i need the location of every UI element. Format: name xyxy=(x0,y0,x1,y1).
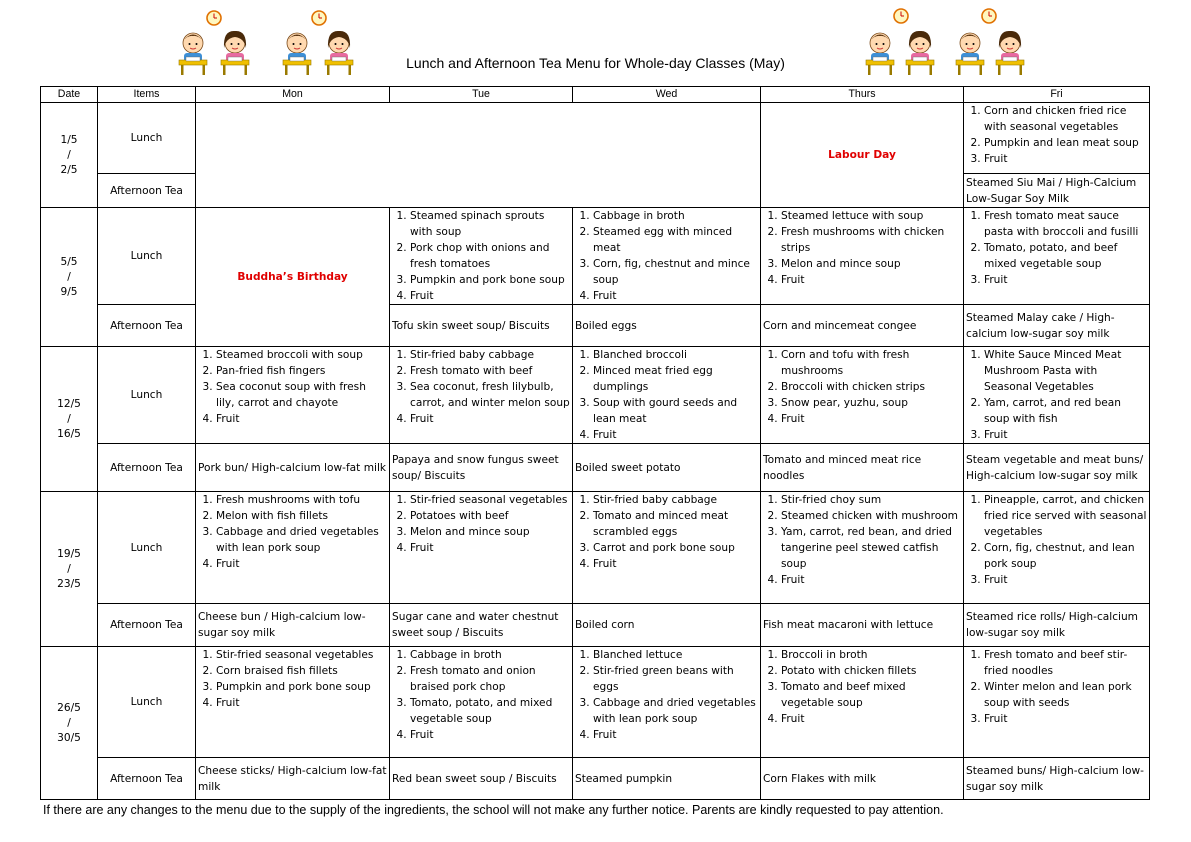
list-item: 2. Pork chop with onions and fresh tomatoes xyxy=(410,240,570,272)
menu-cell xyxy=(573,347,761,444)
tea-cell: Steamed pumpkin xyxy=(573,758,761,800)
menu-cell xyxy=(573,208,761,305)
list-item: 2. Steamed egg with minced meat xyxy=(593,224,758,256)
list-item: 3. Fruit xyxy=(984,272,1147,288)
list-item: 3. Corn, fig, chestnut and mince soup xyxy=(593,256,758,288)
list-item: 1. Steamed spinach sprouts with soup xyxy=(410,208,570,240)
list-item: 1. Blanched broccoli xyxy=(593,347,758,363)
list-item: 1. White Sauce Minced Meat Mushroom Pasta with Seasonal Vegetables xyxy=(984,347,1147,395)
list-item: 4. Fruit xyxy=(593,556,758,572)
lunch-list xyxy=(198,647,387,711)
list-item: 4. Fruit xyxy=(781,411,961,427)
menu-cell xyxy=(390,492,573,604)
list-item: 4. Fruit xyxy=(593,727,758,743)
table-row xyxy=(41,444,1150,492)
list-item: 2. Pan-fried fish fingers xyxy=(216,363,387,379)
date-cell: 26/5 / 30/5 xyxy=(41,647,98,800)
lunch-list xyxy=(198,492,387,572)
list-item: 2. Minced meat fried egg dumplings xyxy=(593,363,758,395)
table-row xyxy=(41,604,1150,647)
tea-cell: Cheese bun / High-calcium low-sugar soy milk xyxy=(196,604,390,647)
lunch-list xyxy=(392,208,570,304)
list-item: 2. Tomato, potato, and beef mixed vegetable soup xyxy=(984,240,1147,272)
table-row xyxy=(41,492,1150,604)
header-thu: Thurs xyxy=(761,87,964,103)
footnote: If there are any changes to the menu due to the supply of the ingredients, the school will not make any further notice. Parents are kindly requested to pay attention. xyxy=(43,803,944,817)
list-item: 3. Melon and mince soup xyxy=(410,524,570,540)
list-item: 1. Cabbage in broth xyxy=(410,647,570,663)
list-item: 3. Fruit xyxy=(984,572,1147,588)
tea-cell: Boiled corn xyxy=(573,604,761,647)
lunch-list xyxy=(392,492,570,556)
list-item: 1. Stir-fried seasonal vegetables xyxy=(410,492,570,508)
list-item: 3. Pumpkin and pork bone soup xyxy=(216,679,387,695)
list-item: 4. Fruit xyxy=(781,272,961,288)
list-item: 4. Fruit xyxy=(410,727,570,743)
lunch-list xyxy=(966,208,1147,288)
list-item: 1. Stir-fried baby cabbage xyxy=(593,492,758,508)
list-item: 1. Stir-fried baby cabbage xyxy=(410,347,570,363)
menu-cell xyxy=(964,647,1150,758)
menu-table xyxy=(40,86,1150,800)
list-item: 2. Broccoli with chicken strips xyxy=(781,379,961,395)
list-item: 3. Melon and mince soup xyxy=(781,256,961,272)
lunch-list xyxy=(966,103,1147,167)
list-item: 1. Blanched lettuce xyxy=(593,647,758,663)
menu-cell xyxy=(390,208,573,305)
list-item: 1. Stir-fried seasonal vegetables xyxy=(216,647,387,663)
list-item: 1. Broccoli in broth xyxy=(781,647,961,663)
list-item: 4. Fruit xyxy=(410,411,570,427)
header-wed: Wed xyxy=(573,87,761,103)
list-item: 1. Steamed lettuce with soup xyxy=(781,208,961,224)
holiday-labour-day: Labour Day xyxy=(761,103,964,208)
list-item: 2. Melon with fish fillets xyxy=(216,508,387,524)
list-item: 1. Stir-fried choy sum xyxy=(781,492,961,508)
table-row xyxy=(41,208,1150,305)
item-label-tea: Afternoon Tea xyxy=(98,444,196,492)
list-item: 4. Fruit xyxy=(593,288,758,304)
item-label-lunch: Lunch xyxy=(98,647,196,758)
lunch-list xyxy=(763,647,961,727)
date-cell: 12/5 / 16/5 xyxy=(41,347,98,492)
list-item: 4. Fruit xyxy=(781,711,961,727)
lunch-list xyxy=(575,347,758,443)
lunch-list xyxy=(575,647,758,743)
menu-cell xyxy=(761,208,964,305)
header-fri: Fri xyxy=(964,87,1150,103)
list-item: 4. Fruit xyxy=(410,540,570,556)
list-item: 3. Tomato, potato, and mixed vegetable soup xyxy=(410,695,570,727)
lunch-list xyxy=(966,347,1147,443)
tea-cell: Red bean sweet soup / Biscuits xyxy=(390,758,573,800)
header-mon: Mon xyxy=(196,87,390,103)
table-row xyxy=(41,347,1150,444)
tea-cell: Boiled sweet potato xyxy=(573,444,761,492)
list-item: 3. Sea coconut, fresh lilybulb, carrot, and winter melon soup xyxy=(410,379,570,411)
list-item: 3. Cabbage and dried vegetables with lean pork soup xyxy=(593,695,758,727)
list-item: 3. Fruit xyxy=(984,711,1147,727)
list-item: 2. Pumpkin and lean meat soup xyxy=(984,135,1147,151)
menu-cell xyxy=(964,492,1150,604)
table-row xyxy=(41,758,1150,800)
menu-cell xyxy=(761,492,964,604)
list-item: 1. Fresh tomato and beef stir-fried noodles xyxy=(984,647,1147,679)
holiday-buddhas-birthday: Buddha’s Birthday xyxy=(196,208,390,347)
list-item: 2. Fresh mushrooms with chicken strips xyxy=(781,224,961,256)
list-item: 2. Corn, fig, chestnut, and lean pork soup xyxy=(984,540,1147,572)
lunch-list xyxy=(966,647,1147,727)
item-label-lunch: Lunch xyxy=(98,208,196,305)
list-item: 1. Corn and chicken fried rice with seasonal vegetables xyxy=(984,103,1147,135)
table-row xyxy=(41,647,1150,758)
list-item: 4. Fruit xyxy=(593,427,758,443)
item-label-tea: Afternoon Tea xyxy=(98,305,196,347)
tea-cell: Boiled eggs xyxy=(573,305,761,347)
menu-cell xyxy=(964,103,1150,174)
list-item: 2. Potato with chicken fillets xyxy=(781,663,961,679)
menu-cell xyxy=(964,208,1150,305)
list-item: 1. Fresh mushrooms with tofu xyxy=(216,492,387,508)
menu-cell xyxy=(573,647,761,758)
tea-cell: Steamed rice rolls/ High-calcium low-sugar soy milk xyxy=(964,604,1150,647)
page-title: Lunch and Afternoon Tea Menu for Whole-day Classes (May) xyxy=(406,55,785,71)
list-item: 1. Pineapple, carrot, and chicken fried rice served with seasonal vegetables xyxy=(984,492,1147,540)
date-cell: 19/5 / 23/5 xyxy=(41,492,98,647)
tea-cell: Sugar cane and water chestnut sweet soup / Biscuits xyxy=(390,604,573,647)
lunch-list xyxy=(198,347,387,427)
list-item: 2. Fresh tomato with beef xyxy=(410,363,570,379)
list-item: 1. Fresh tomato meat sauce pasta with broccoli and fusilli xyxy=(984,208,1147,240)
list-item: 3. Pumpkin and pork bone soup xyxy=(410,272,570,288)
date-cell: 5/5 / 9/5 xyxy=(41,208,98,347)
list-item: 4. Fruit xyxy=(216,411,387,427)
tea-cell: Steamed buns/ High-calcium low-sugar soy milk xyxy=(964,758,1150,800)
list-item: 1. Cabbage in broth xyxy=(593,208,758,224)
tea-cell: Cheese sticks/ High-calcium low-fat milk xyxy=(196,758,390,800)
list-item: 2. Winter melon and lean pork soup with seeds xyxy=(984,679,1147,711)
header-date: Date xyxy=(41,87,98,103)
lunch-list xyxy=(392,347,570,427)
tea-cell: Papaya and snow fungus sweet soup/ Biscuits xyxy=(390,444,573,492)
menu-cell xyxy=(761,647,964,758)
list-item: 3. Carrot and pork bone soup xyxy=(593,540,758,556)
item-label-lunch: Lunch xyxy=(98,492,196,604)
item-label-lunch: Lunch xyxy=(98,103,196,174)
lunch-list xyxy=(575,208,758,304)
list-item: 3. Tomato and beef mixed vegetable soup xyxy=(781,679,961,711)
lunch-list xyxy=(966,492,1147,588)
menu-cell xyxy=(390,347,573,444)
tea-cell: Corn and mincemeat congee xyxy=(761,305,964,347)
list-item: 3. Cabbage and dried vegetables with lean pork soup xyxy=(216,524,387,556)
menu-cell xyxy=(573,492,761,604)
tea-cell: Tomato and minced meat rice noodles xyxy=(761,444,964,492)
item-label-lunch: Lunch xyxy=(98,347,196,444)
lunch-list xyxy=(763,208,961,288)
lunch-list xyxy=(763,492,961,588)
menu-cell xyxy=(196,647,390,758)
lunch-list xyxy=(392,647,570,743)
list-item: 2. Stir-fried green beans with eggs xyxy=(593,663,758,695)
item-label-tea: Afternoon Tea xyxy=(98,758,196,800)
header-row xyxy=(41,87,1150,103)
list-item: 2. Fresh tomato and onion braised pork chop xyxy=(410,663,570,695)
tea-cell: Corn Flakes with milk xyxy=(761,758,964,800)
tea-cell: Steam vegetable and meat buns/ High-calcium low-sugar soy milk xyxy=(964,444,1150,492)
item-label-tea: Afternoon Tea xyxy=(98,174,196,208)
list-item: 3. Yam, carrot, red bean, and dried tangerine peel stewed catfish soup xyxy=(781,524,961,572)
table-row xyxy=(41,103,1150,174)
header-tue: Tue xyxy=(390,87,573,103)
tea-cell: Pork bun/ High-calcium low-fat milk xyxy=(196,444,390,492)
menu-cell xyxy=(964,347,1150,444)
tea-cell: Steamed Malay cake / High-calcium low-sugar soy milk xyxy=(964,305,1150,347)
menu-cell xyxy=(196,492,390,604)
list-item: 3. Fruit xyxy=(984,427,1147,443)
menu-cell xyxy=(196,347,390,444)
list-item: 3. Soup with gourd seeds and lean meat xyxy=(593,395,758,427)
list-item: 4. Fruit xyxy=(216,695,387,711)
item-label-tea: Afternoon Tea xyxy=(98,604,196,647)
list-item: 4. Fruit xyxy=(410,288,570,304)
menu-cell xyxy=(390,647,573,758)
header-items: Items xyxy=(98,87,196,103)
list-item: 2. Yam, carrot, and red bean soup with fish xyxy=(984,395,1147,427)
list-item: 1. Steamed broccoli with soup xyxy=(216,347,387,363)
list-item: 3. Fruit xyxy=(984,151,1147,167)
list-item: 2. Steamed chicken with mushroom xyxy=(781,508,961,524)
menu-cell xyxy=(761,347,964,444)
date-cell: 1/5 / 2/5 xyxy=(41,103,98,208)
tea-cell: Tofu skin sweet soup/ Biscuits xyxy=(390,305,573,347)
lunch-list xyxy=(763,347,961,427)
list-item: 3. Sea coconut soup with fresh lily, carrot and chayote xyxy=(216,379,387,411)
tea-cell: Fish meat macaroni with lettuce xyxy=(761,604,964,647)
list-item: 2. Potatoes with beef xyxy=(410,508,570,524)
list-item: 4. Fruit xyxy=(216,556,387,572)
list-item: 2. Corn braised fish fillets xyxy=(216,663,387,679)
lunch-list xyxy=(575,492,758,572)
list-item: 4. Fruit xyxy=(781,572,961,588)
empty-cell xyxy=(196,103,761,208)
tea-cell: Steamed Siu Mai / High-Calcium Low-Sugar Soy Milk xyxy=(964,174,1150,208)
list-item: 3. Snow pear, yuzhu, soup xyxy=(781,395,961,411)
list-item: 1. Corn and tofu with fresh mushrooms xyxy=(781,347,961,379)
list-item: 2. Tomato and minced meat scrambled eggs xyxy=(593,508,758,540)
